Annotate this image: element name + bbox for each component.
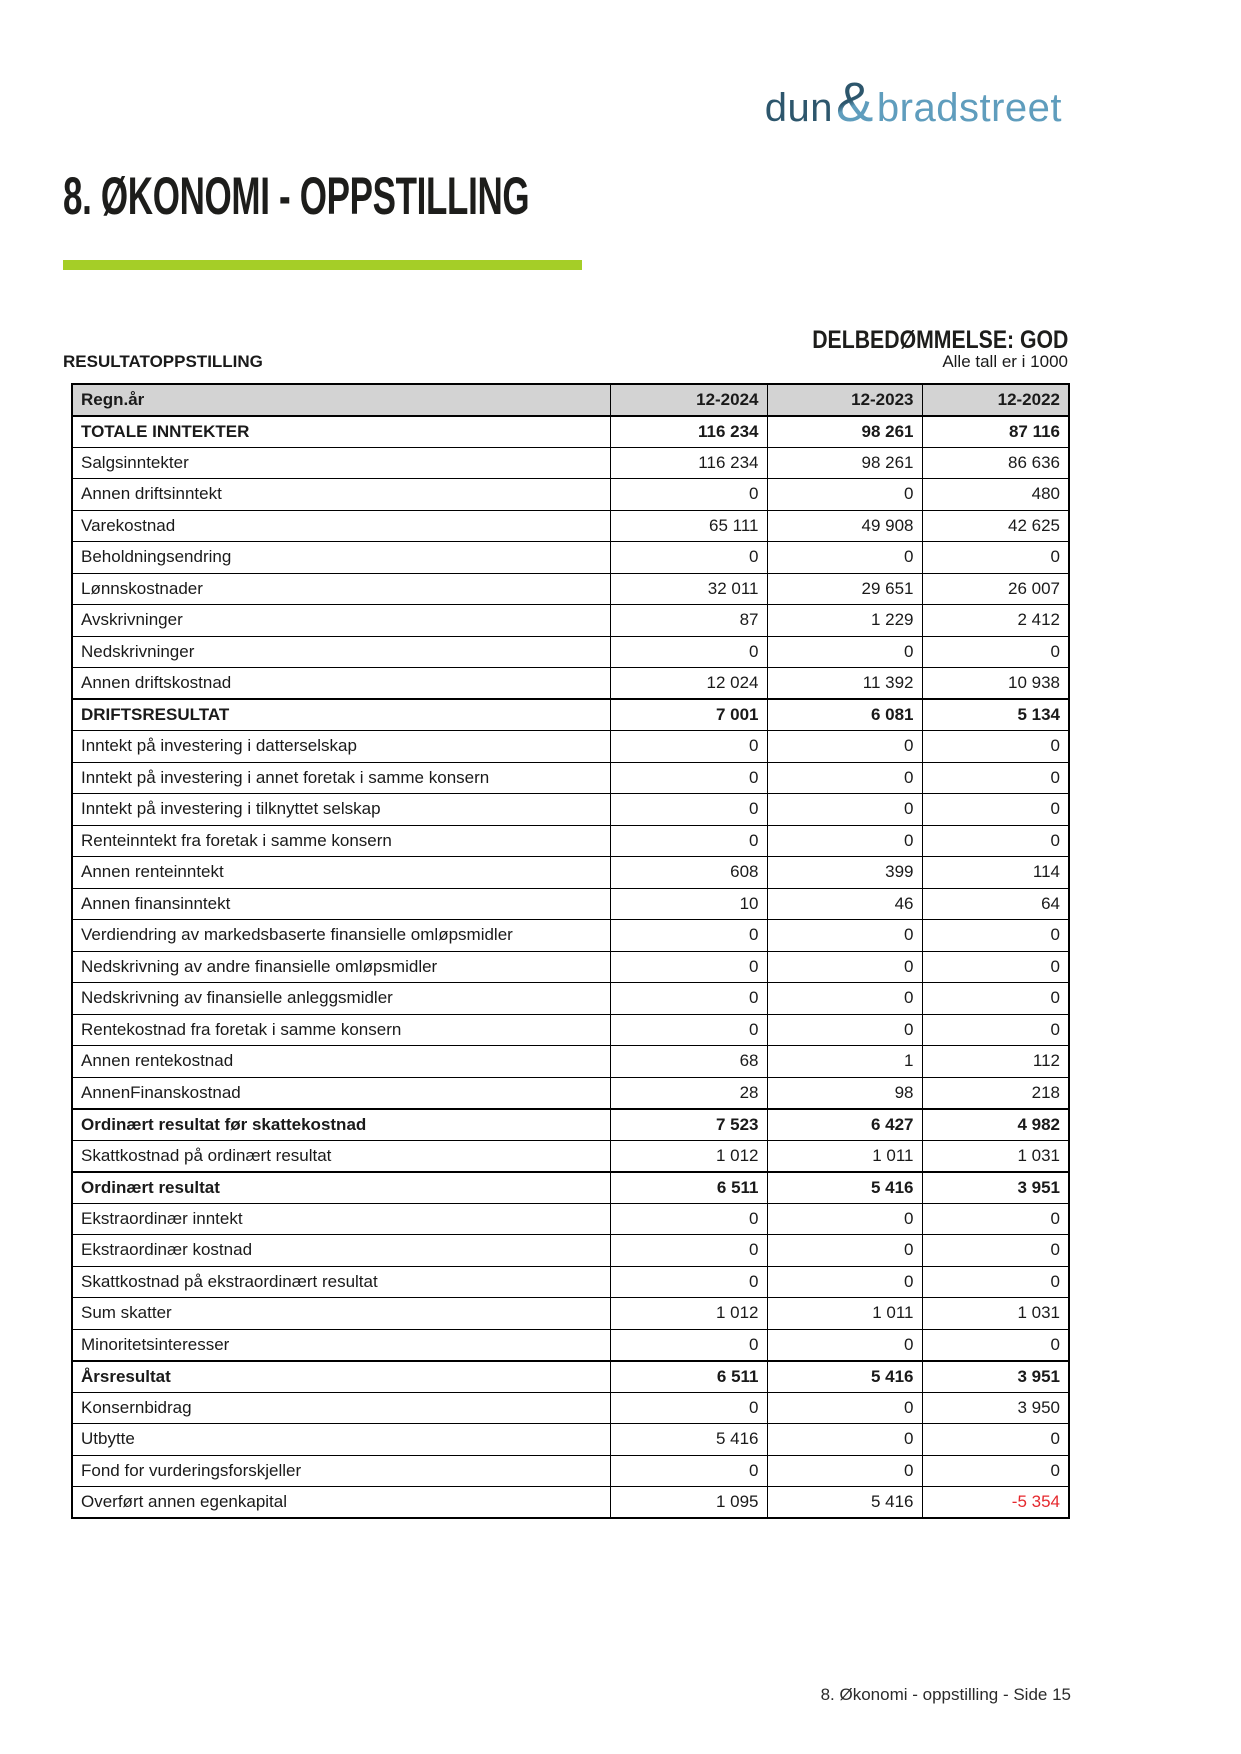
table-row xyxy=(72,573,1069,605)
cell-value: 0 xyxy=(610,1392,767,1424)
cell-value: 0 xyxy=(610,825,767,857)
cell-value: 0 xyxy=(610,1329,767,1361)
cell-value: 0 xyxy=(610,1266,767,1298)
row-label: Salgsinntekter xyxy=(72,447,610,479)
cell-value: 46 xyxy=(767,888,922,920)
row-label: AnnenFinanskostnad xyxy=(72,1077,610,1109)
table-row xyxy=(72,888,1069,920)
cell-value: 0 xyxy=(922,636,1069,668)
row-label: Skattkostnad på ordinært resultat xyxy=(72,1140,610,1172)
cell-value: 480 xyxy=(922,479,1069,511)
cell-value: 7 001 xyxy=(610,699,767,731)
cell-value: 0 xyxy=(922,1266,1069,1298)
cell-value: 11 392 xyxy=(767,668,922,700)
cell-value: 0 xyxy=(767,794,922,826)
table-row xyxy=(72,1266,1069,1298)
cell-value: 0 xyxy=(922,1455,1069,1487)
cell-value: 0 xyxy=(922,983,1069,1015)
cell-value: 0 xyxy=(922,794,1069,826)
row-label: DRIFTSRESULTAT xyxy=(72,699,610,731)
table-row xyxy=(72,1203,1069,1235)
cell-value: 87 116 xyxy=(922,416,1069,448)
cell-value: 0 xyxy=(767,983,922,1015)
row-label: Annen finansinntekt xyxy=(72,888,610,920)
row-label: Beholdningsendring xyxy=(72,542,610,574)
cell-value: 5 416 xyxy=(610,1424,767,1456)
cell-value: 0 xyxy=(922,1203,1069,1235)
cell-value: 0 xyxy=(922,762,1069,794)
table-header-row xyxy=(72,384,1069,416)
logo-ampersand-icon: & xyxy=(836,70,874,133)
cell-value: 0 xyxy=(922,1424,1069,1456)
cell-value: 1 031 xyxy=(922,1298,1069,1330)
cell-value: 0 xyxy=(610,762,767,794)
cell-value: 0 xyxy=(610,1455,767,1487)
row-label: Konsernbidrag xyxy=(72,1392,610,1424)
cell-value: 0 xyxy=(767,1203,922,1235)
cell-value: 0 xyxy=(922,731,1069,763)
row-label: Nedskrivning av andre finansielle omløpsmidler xyxy=(72,951,610,983)
cell-value: 5 134 xyxy=(922,699,1069,731)
cell-value: 0 xyxy=(610,479,767,511)
cell-value: 0 xyxy=(610,920,767,952)
results-table-body xyxy=(72,416,1069,1519)
table-row xyxy=(72,1109,1069,1141)
cell-value: 0 xyxy=(767,542,922,574)
table-row xyxy=(72,416,1069,448)
cell-value: 5 416 xyxy=(767,1172,922,1204)
row-label: Nedskrivning av finansielle anleggsmidler xyxy=(72,983,610,1015)
page-footer: 8. Økonomi - oppstilling - Side 15 xyxy=(820,1685,1071,1704)
row-label: Minoritetsinteresser xyxy=(72,1329,610,1361)
cell-value: 68 xyxy=(610,1046,767,1078)
cell-value: 1 012 xyxy=(610,1140,767,1172)
row-label: Varekostnad xyxy=(72,510,610,542)
table-row xyxy=(72,1392,1069,1424)
row-label: Rentekostnad fra foretak i samme konsern xyxy=(72,1014,610,1046)
cell-value: 0 xyxy=(767,1424,922,1456)
units-note: Alle tall er i 1000 xyxy=(942,352,1068,371)
cell-value: 7 523 xyxy=(610,1109,767,1141)
cell-value: 64 xyxy=(922,888,1069,920)
table-row xyxy=(72,857,1069,889)
cell-value: 10 938 xyxy=(922,668,1069,700)
cell-value: 98 xyxy=(767,1077,922,1109)
cell-value: 0 xyxy=(610,1235,767,1267)
table-row xyxy=(72,1424,1069,1456)
table-row xyxy=(72,920,1069,952)
cell-value: 0 xyxy=(767,1235,922,1267)
table-row xyxy=(72,636,1069,668)
row-label: Fond for vurderingsforskjeller xyxy=(72,1455,610,1487)
cell-value: 0 xyxy=(767,1014,922,1046)
cell-value: 0 xyxy=(922,1329,1069,1361)
cell-value: 0 xyxy=(767,1392,922,1424)
cell-value: 0 xyxy=(610,951,767,983)
cell-value: 5 416 xyxy=(767,1487,922,1519)
cell-value: 0 xyxy=(610,1014,767,1046)
table-row xyxy=(72,1172,1069,1204)
cell-value: 0 xyxy=(767,1329,922,1361)
table-row xyxy=(72,1140,1069,1172)
cell-value: 0 xyxy=(767,920,922,952)
cell-value: 0 xyxy=(922,1014,1069,1046)
cell-value: 114 xyxy=(922,857,1069,889)
row-label: Avskrivninger xyxy=(72,605,610,637)
table-row xyxy=(72,794,1069,826)
results-table xyxy=(71,383,1070,1519)
cell-value: 218 xyxy=(922,1077,1069,1109)
row-label: Overført annen egenkapital xyxy=(72,1487,610,1519)
cell-value: 1 xyxy=(767,1046,922,1078)
cell-value: 0 xyxy=(610,636,767,668)
cell-value: 1 011 xyxy=(767,1140,922,1172)
table-row xyxy=(72,1046,1069,1078)
cell-value: 98 261 xyxy=(767,447,922,479)
row-label: Skattkostnad på ekstraordinært resultat xyxy=(72,1266,610,1298)
cell-value: 1 229 xyxy=(767,605,922,637)
cell-value: 4 982 xyxy=(922,1109,1069,1141)
row-label: Inntekt på investering i annet foretak i samme konsern xyxy=(72,762,610,794)
cell-value: 0 xyxy=(610,542,767,574)
cell-value: 0 xyxy=(922,1235,1069,1267)
cell-value: 0 xyxy=(767,479,922,511)
row-label: Annen rentekostnad xyxy=(72,1046,610,1078)
cell-value: 29 651 xyxy=(767,573,922,605)
cell-value: 1 031 xyxy=(922,1140,1069,1172)
row-label: Ordinært resultat før skattekostnad xyxy=(72,1109,610,1141)
row-label: Lønnskostnader xyxy=(72,573,610,605)
cell-value: 6 511 xyxy=(610,1361,767,1393)
cell-value: 399 xyxy=(767,857,922,889)
cell-value: 0 xyxy=(922,951,1069,983)
cell-value: 116 234 xyxy=(610,447,767,479)
page-title-text: 8. ØKONOMI - OPPSTILLING xyxy=(63,167,530,226)
row-label: Inntekt på investering i tilknyttet selskap xyxy=(72,794,610,826)
cell-value: 116 234 xyxy=(610,416,767,448)
title-accent-bar xyxy=(63,260,582,270)
table-meta-row xyxy=(63,352,1068,372)
cell-value: 3 951 xyxy=(922,1172,1069,1204)
cell-value: 1 095 xyxy=(610,1487,767,1519)
header-cell-year: 12-2024 xyxy=(610,384,767,416)
cell-value: 10 xyxy=(610,888,767,920)
row-label: Annen driftskostnad xyxy=(72,668,610,700)
cell-value: 26 007 xyxy=(922,573,1069,605)
table-row xyxy=(72,1235,1069,1267)
cell-value: 42 625 xyxy=(922,510,1069,542)
cell-value: 1 012 xyxy=(610,1298,767,1330)
cell-value: 12 024 xyxy=(610,668,767,700)
row-label: Ordinært resultat xyxy=(72,1172,610,1204)
cell-value: 1 011 xyxy=(767,1298,922,1330)
header-cell-year: 12-2022 xyxy=(922,384,1069,416)
table-row xyxy=(72,542,1069,574)
row-label: Ekstraordinær inntekt xyxy=(72,1203,610,1235)
page-title xyxy=(63,166,769,227)
table-row xyxy=(72,605,1069,637)
cell-value: 0 xyxy=(767,636,922,668)
row-label: Inntekt på investering i datterselskap xyxy=(72,731,610,763)
table-row xyxy=(72,1014,1069,1046)
cell-value: 6 511 xyxy=(610,1172,767,1204)
cell-value: 49 908 xyxy=(767,510,922,542)
row-label: Annen renteinntekt xyxy=(72,857,610,889)
table-row xyxy=(72,479,1069,511)
row-label: Nedskrivninger xyxy=(72,636,610,668)
table-row xyxy=(72,825,1069,857)
row-label: Renteinntekt fra foretak i samme konsern xyxy=(72,825,610,857)
cell-value: 0 xyxy=(767,825,922,857)
cell-value: 0 xyxy=(610,794,767,826)
row-label: Verdiendring av markedsbaserte finansielle omløpsmidler xyxy=(72,920,610,952)
cell-value: 0 xyxy=(767,731,922,763)
cell-value: 3 950 xyxy=(922,1392,1069,1424)
cell-value: 0 xyxy=(610,1203,767,1235)
logo-dun-text: dun xyxy=(764,86,834,130)
cell-value: 2 412 xyxy=(922,605,1069,637)
row-label: Utbytte xyxy=(72,1424,610,1456)
cell-value: 0 xyxy=(922,920,1069,952)
cell-value: 0 xyxy=(610,731,767,763)
table-row xyxy=(72,1455,1069,1487)
cell-value: 5 416 xyxy=(767,1361,922,1393)
header-cell-year: 12-2023 xyxy=(767,384,922,416)
cell-value: 65 111 xyxy=(610,510,767,542)
cell-value: 87 xyxy=(610,605,767,637)
cell-value: 0 xyxy=(767,1266,922,1298)
table-row xyxy=(72,447,1069,479)
row-label: TOTALE INNTEKTER xyxy=(72,416,610,448)
table-row xyxy=(72,668,1069,700)
cell-value: 608 xyxy=(610,857,767,889)
table-row xyxy=(72,1329,1069,1361)
assessment-heading xyxy=(63,326,1068,355)
cell-value: 112 xyxy=(922,1046,1069,1078)
table-row xyxy=(72,510,1069,542)
cell-value: -5 354 xyxy=(922,1487,1069,1519)
cell-value: 0 xyxy=(610,983,767,1015)
cell-value: 0 xyxy=(922,825,1069,857)
table-row xyxy=(72,983,1069,1015)
cell-value: 3 951 xyxy=(922,1361,1069,1393)
cell-value: 0 xyxy=(767,1455,922,1487)
assessment-text: DELBEDØMMELSE: GOD xyxy=(811,326,1068,354)
row-label: Ekstraordinær kostnad xyxy=(72,1235,610,1267)
cell-value: 6 081 xyxy=(767,699,922,731)
cell-value: 0 xyxy=(922,542,1069,574)
cell-value: 6 427 xyxy=(767,1109,922,1141)
row-label: Sum skatter xyxy=(72,1298,610,1330)
row-label: Annen driftsinntekt xyxy=(72,479,610,511)
table-row xyxy=(72,1487,1069,1519)
cell-value: 32 011 xyxy=(610,573,767,605)
cell-value: 86 636 xyxy=(922,447,1069,479)
cell-value: 0 xyxy=(767,951,922,983)
table-row xyxy=(72,1298,1069,1330)
table-row xyxy=(72,762,1069,794)
table-row xyxy=(72,951,1069,983)
row-label: Årsresultat xyxy=(72,1361,610,1393)
table-row xyxy=(72,699,1069,731)
table-row xyxy=(72,1077,1069,1109)
table-row xyxy=(72,731,1069,763)
cell-value: 98 261 xyxy=(767,416,922,448)
table-row xyxy=(72,1361,1069,1393)
results-table-head xyxy=(72,384,1069,416)
header-cell-label: Regn.år xyxy=(72,384,610,416)
cell-value: 28 xyxy=(610,1077,767,1109)
dun-bradstreet-logo xyxy=(764,70,1062,133)
section-label: RESULTATOPPSTILLING xyxy=(63,352,263,371)
logo-bradstreet-text: bradstreet xyxy=(876,86,1062,130)
cell-value: 0 xyxy=(767,762,922,794)
